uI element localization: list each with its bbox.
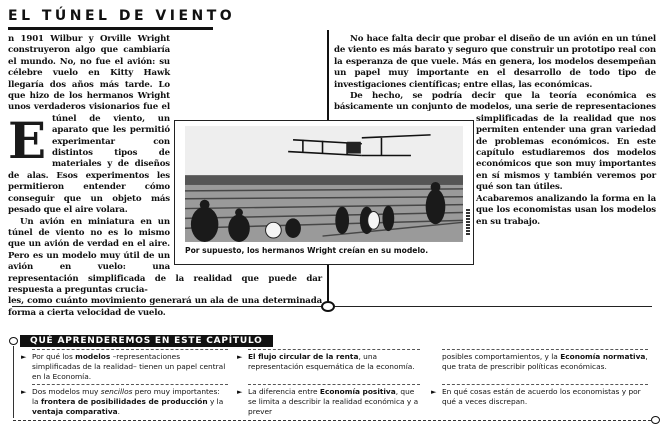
item-divider xyxy=(32,384,228,385)
paragraph-theory: De hecho, se podría decir que la teoría económica es básicamente un conjunto de modelos, una serie de representaciones simplificadas de la realidad que nos permiten entender una gran variedad de problemas económicos. En este capítulo estudiaremos dos modelos económicos que son muy importantes en sí mismos y también veremos por qué son tan útiles. xyxy=(334,91,656,193)
box-left-rule xyxy=(13,346,14,418)
photo-credit-mark xyxy=(466,209,470,235)
arrow-bullet-icon: ► xyxy=(21,353,27,361)
paragraph-conclusion: Acabaremos analizando la forma en la que los economistas usan los modelos en su trabajo. xyxy=(476,193,656,227)
learn-box-title: QUÉ APRENDEREMOS EN ESTE CAPÍTULO xyxy=(20,335,273,347)
arrow-bullet-icon: ► xyxy=(431,388,437,396)
title-underline xyxy=(8,27,213,30)
page-title: EL TÚNEL DE VIENTO xyxy=(8,8,236,24)
box-knot-right xyxy=(651,416,660,424)
learn-item: ► El flujo circular de la renta, una representación esquemática de la economía. xyxy=(237,352,415,371)
item-divider xyxy=(248,349,420,350)
figure-caption: Por supuesto, los hermanos Wright creían en su modelo. xyxy=(185,246,429,255)
item-divider xyxy=(442,384,648,385)
learn-item: ► Dos modelos muy sencillos pero muy importantes: la frontera de posibilidades de producción y la ventaja comparativa. xyxy=(21,387,224,416)
item-divider xyxy=(248,384,420,385)
learn-item: ► Por qué los modelos –representaciones simplificadas de la realidad– tienen un papel central en la Economía. xyxy=(21,352,226,381)
arrow-bullet-icon: ► xyxy=(237,353,243,361)
box-knot-left xyxy=(9,337,18,345)
paragraph-experiments: alas. Esos experimentos les permitieron entender cómo conseguir que un objeto más pesado que el aire volara. xyxy=(8,170,170,216)
paragraph-miniature: Un avión en miniatura en un túnel de viento no es lo mismo que un avión de verdad en el aire. Pero es un modelo muy útil de un avión en vuelo: una representación simplificada de la realidad que puede dar respuesta a preguntas crucia- xyxy=(8,216,322,295)
paragraph-testing: No hace falta decir que probar el diseño de un avión en un túnel de viento es más barato y seguro que construir un prototipo real con la esperanza de que vuele. Más en genera, los modelos desempeñan un papel muy importante en el desarrollo de todo tipo de investigaciones científicas; entre ellas, las económicas. xyxy=(334,34,656,90)
drop-cap: E xyxy=(8,111,46,170)
paragraph-intro: n 1901 Wilbur y Orville Wright construyeron algo que cambiaría el mundo. No, no fue el avión: su célebre vuelo en Kitty Hawk llegaría dos años más tarde. Lo que hizo de los hermanos Wright unos verdaderos visionarios fue el túnel de viento, un aparato que les permitió experimentar con distintos tipos de materiales y de diseños de xyxy=(8,34,170,181)
divider-knot xyxy=(321,301,335,312)
learn-item-continued: posibles comportamientos, y la Economía normativa, que trata de prescribir políticas económicas. xyxy=(442,352,648,371)
arrow-bullet-icon: ► xyxy=(21,388,27,396)
figure-box xyxy=(174,120,474,265)
paragraph-questions: les, como cuánto movimiento generará un ala de una determinada forma a cierta velocidad de vuelo. xyxy=(8,296,322,318)
box-bottom-rule xyxy=(13,420,651,421)
wright-flyer-photo xyxy=(185,125,463,243)
item-divider xyxy=(32,349,228,350)
learn-item: ► La diferencia entre Economía positiva, que se limita a describir la realidad económica y a prever xyxy=(237,387,419,416)
learn-item: ► En qué cosas están de acuerdo los economistas y por qué a veces discrepan. xyxy=(431,387,641,406)
item-divider xyxy=(442,349,648,350)
arrow-bullet-icon: ► xyxy=(237,388,243,396)
